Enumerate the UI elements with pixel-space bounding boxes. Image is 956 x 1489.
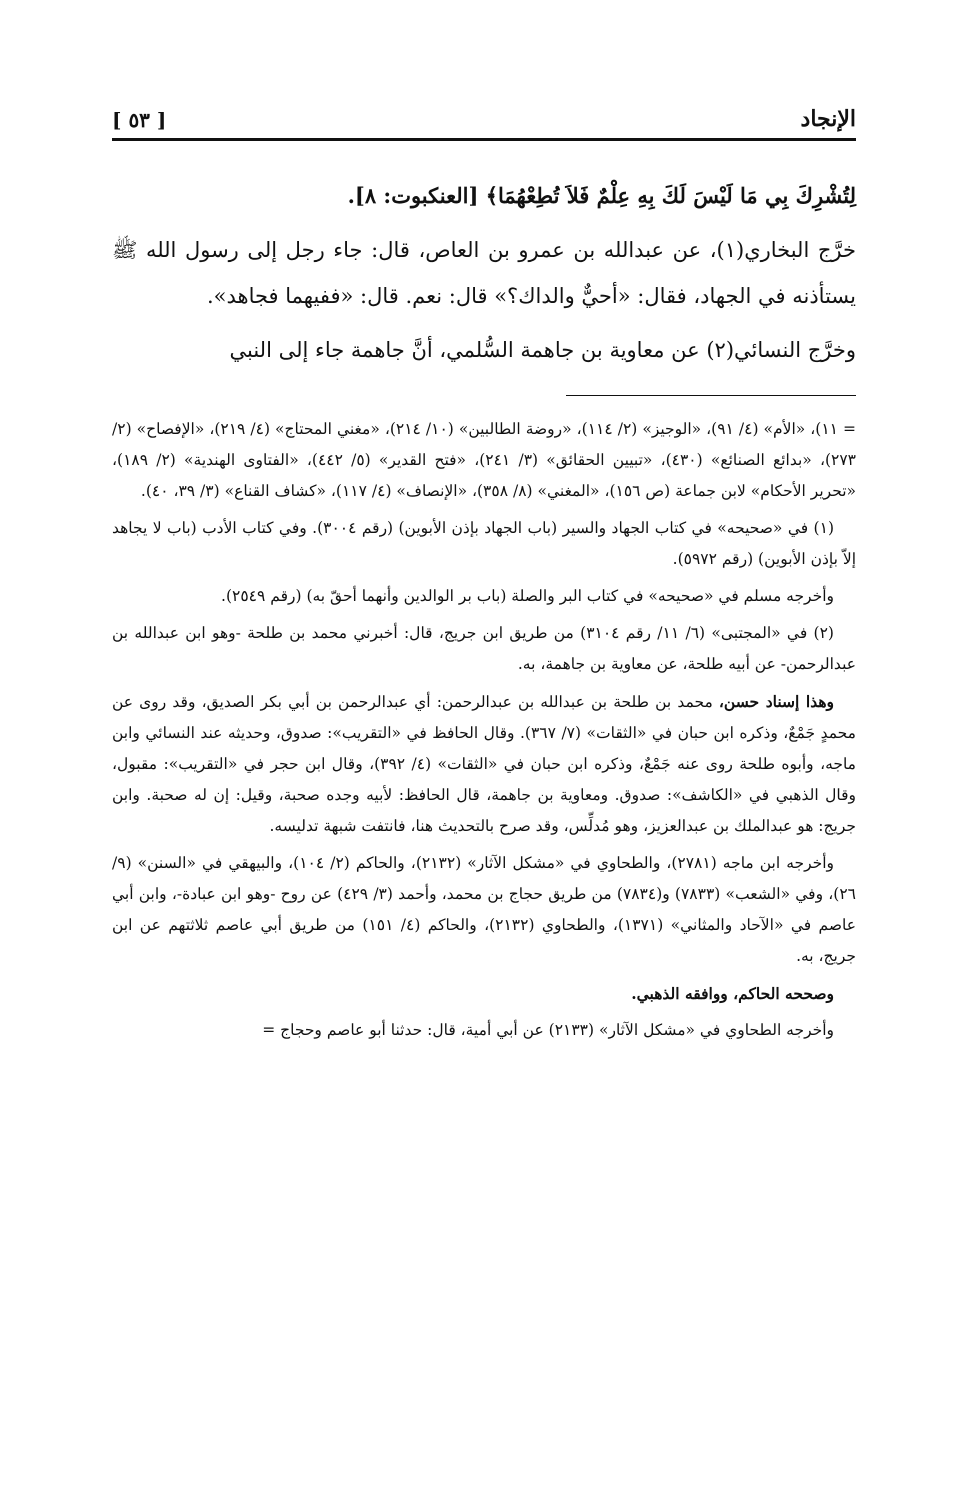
footnote-1-continued: وأخرجه مسلم في «صحيحه» في كتاب البر والصلة (باب بر الوالدين وأنهما أحقّ به) (رقم ٢٥٤٩). [221, 587, 834, 605]
page-header [112, 96, 856, 141]
running-title: الإنجاد [800, 106, 856, 132]
footnote-divider [566, 395, 856, 396]
isnad-discussion: محمد بن طلحة بن عبدالله بن عبدالرحمن: أي عبدالرحمن بن أبي بكر الصديق، وقد روى عن محمدٍ جَمْعٌ، وذكره ابن حبان في «الثقات» (٧/ ٣٦٧). وقال الحافظ في «التقريب»: صدوق، وحديثه عند النسائي وابن ماجه، وأبوه طلحة روى عنه جَمْعٌ، وذكره ابن حبان في «الثقات» (٤/ ٣٩٢)، وقال ابن حجر في «التقريب»: مقبول، وقال الذهبي في «الكاشف»: صدوق. ومعاوية بن جاهمة، قال الحافظ: لأبيه وجده صحبة، وقيل: إن له صحبة. وابن جريج: هو عبدالملك بن عبدالعزيز، وهو مُدلِّس، وقد صرح بالتحديث هنا، فانتفت شبهة تدليسه. [112, 693, 856, 835]
footnote-2-tahawi: وأخرجه الطحاوي في «مشكل الآثار» (٢١٣٣) عن أبي أمية، قال: حدثنا أبو عاصم وحجاج = [262, 1021, 834, 1039]
book-page [112, 96, 856, 1052]
hadith-bukhari: خرَّج البخاري(١)، عن عبدالله بن عمرو بن العاص، قال: جاء رجل إلى رسول الله ﷺ يستأذنه في الجهاد، فقال: «أحيٌّ والداك؟» قال: نعم. قال: «ففيهما فجاهد». [112, 238, 856, 308]
main-text [112, 173, 856, 373]
footnote-2-takhrij: وأخرجه ابن ماجه (٢٧٨١)، والطحاوي في «مشكل الآثار» (٢١٣٢)، والحاكم (٢/ ١٠٤)، والبيهقي في «السنن» (٩/ ٢٦)، وفي «الشعب» (٧٨٣٣) و(٧٨٣٤) من طريق حجاج بن محمد، وأحمد (٣/ ٤٢٩) عن روح -وهو ابن عبادة-، وابن أبي عاصم في «الآحاد والمثاني» (١٣٧١)، والطحاوي (٢١٣٢)، والحاكم (٤/ ١٥١) من طريق أبي عاصم ثلاثتهم عن ابن جريج، به. [112, 854, 856, 965]
footnote-2-isnad [112, 686, 856, 842]
isnad-grade: وهذا إسناد حسن، [718, 692, 834, 711]
page-number: [ ٥٣ ] [112, 108, 167, 132]
footnote-carryover: = ١١)، «الأم» (٤/ ٩١)، «الوجيز» (٢/ ١١٤)، «روضة الطالبين» (١٠/ ٢١٤)، «مغني المحتاج» (٤/ ٢١٩)، «الإفصاح» (٢/ ٢٧٣)، «بدائع الصنائع» (٤٣٠)، «تبيين الحقائق» (٣/ ٢٤١)، «فتح القدير» (٥/ ٤٤٢)، «الفتاوى الهندية» (٢/ ١٨٩)، «تحرير الأحكام» لابن جماعة (ص ١٥٦)، «المغني» (٨/ ٣٥٨)، «الإنصاف» (٤/ ١١٧)، «كشاف القناع» (٣/ ٣٩، ٤٠). [112, 420, 857, 500]
quran-verse: لِتُشْرِكَ بِي مَا لَيْسَ لَكَ بِهِ عِلْمٌ فَلاَ تُطِعْهُمَا﴾ [العنكبوت: ٨]. [347, 183, 856, 208]
hadith-nasai: وخرَّج النسائي(٢) عن معاوية بن جاهمة السُّلمي، أنَّ جاهمة جاء إلى النبي [229, 338, 856, 362]
footnote-2: (٢) في «المجتبى» (٦/ ١١/ رقم ٣١٠٤) من طريق ابن جريج، قال: أخبرني محمد بن طلحة -وهو ابن عبدالله بن عبدالرحمن- عن أبيه طلحة، عن معاوية بن جاهمة، به. [112, 624, 856, 673]
footnote-1: (١) في «صحيحه» في كتاب الجهاد والسير (باب الجهاد بإذن الأبوين) (رقم ٣٠٠٤). وفي كتاب الأدب (باب لا يجاهد إلاّ بإذن الأبوين) (رقم ٥٩٧٢). [112, 519, 856, 568]
footnote-2-grading: وصححه الحاكم، ووافقه الذهبي. [631, 984, 834, 1003]
footnotes [112, 414, 856, 1046]
